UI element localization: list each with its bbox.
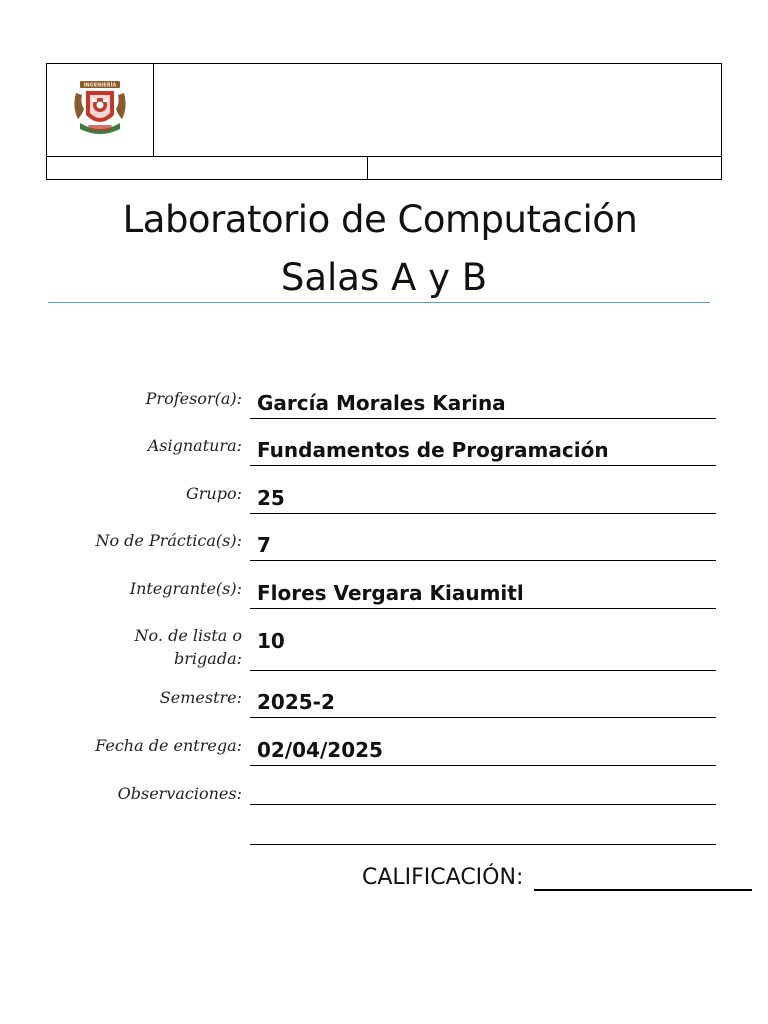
fecha-label: Fecha de entrega:	[95, 736, 242, 755]
semestre-value[interactable]: 2025-2	[257, 690, 335, 714]
svg-text:INGENIERÍA: INGENIERÍA	[83, 82, 117, 89]
practica-underline	[250, 560, 716, 561]
asignatura-value[interactable]: Fundamentos de Programación	[257, 438, 609, 462]
logo-cell	[47, 64, 154, 157]
observaciones-underline-2	[250, 844, 716, 845]
asignatura-label: Asignatura:	[147, 436, 242, 455]
faculty-logo	[70, 79, 130, 141]
fecha-underline	[250, 765, 716, 766]
page-title: Laboratorio de Computación	[122, 198, 638, 241]
practica-value[interactable]: 7	[257, 533, 271, 557]
profesor-value[interactable]: García Morales Karina	[257, 391, 506, 415]
practica-label: No de Práctica(s):	[95, 531, 242, 550]
grade-label: CALIFICACIÓN:	[362, 865, 524, 890]
header-table	[46, 63, 722, 180]
lista-label-line2: brigada:	[174, 649, 242, 668]
lista-underline	[250, 670, 716, 671]
header-bottom-left-cell	[47, 157, 368, 179]
title-divider	[48, 302, 710, 303]
fecha-value[interactable]: 02/04/2025	[257, 738, 383, 762]
asignatura-underline	[250, 465, 716, 466]
grade-blank-line[interactable]	[534, 889, 752, 891]
observaciones-label: Observaciones:	[117, 784, 242, 803]
semestre-label: Semestre:	[159, 688, 242, 707]
integrantes-underline	[250, 608, 716, 609]
lista-value[interactable]: 10	[257, 629, 285, 653]
header-bottom-right-cell	[368, 157, 721, 179]
integrantes-value[interactable]: Flores Vergara Kiaumitl	[257, 581, 524, 605]
grupo-value[interactable]: 25	[257, 486, 285, 510]
observaciones-underline-1	[250, 804, 716, 805]
lista-label-line1: No. de lista o	[134, 626, 242, 645]
header-title-cell	[154, 64, 721, 157]
page-subtitle: Salas A y B	[280, 256, 488, 299]
grupo-label: Grupo:	[186, 484, 242, 503]
integrantes-label: Integrante(s):	[129, 579, 242, 598]
semestre-underline	[250, 717, 716, 718]
grupo-underline	[250, 513, 716, 514]
profesor-label: Profesor(a):	[145, 389, 242, 408]
profesor-underline	[250, 418, 716, 419]
